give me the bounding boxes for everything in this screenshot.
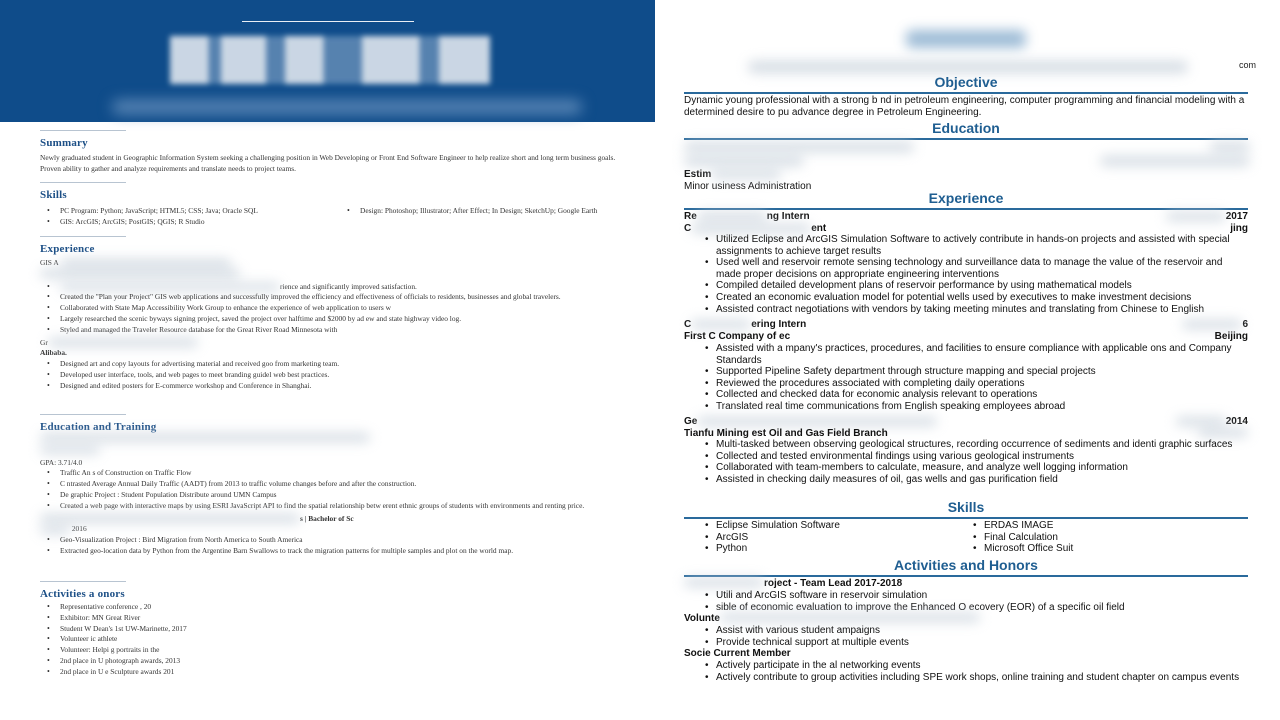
list-item: • Designed and edited posters for E-commerce workshop and Conference in Shanghai.: [40, 381, 630, 392]
section-rule: [40, 182, 126, 183]
project-items: [684, 590, 1250, 613]
job1-duties: [40, 282, 615, 336]
volunteer-items: [684, 625, 1250, 648]
society-header: Socie Current Member: [684, 648, 791, 659]
skills-heading: Skills: [947, 499, 985, 515]
education-section: [40, 414, 630, 557]
skills-section: [40, 182, 610, 228]
list-item: • Microsoft Office Suit: [952, 543, 1220, 555]
list-item: • Utili and ArcGIS software in reservoir simulation: [684, 590, 1250, 602]
list-item: • PC Program: Python; JavaScript; HTML5; CSS; Java; Oracle SQL: [40, 206, 320, 217]
list-item: • Used well and reservoir remote sensing technology and surveillance data to manage the value of the reservoir and made proper decisions on appropriate engineering interventions: [684, 257, 1250, 280]
section-rule: [40, 130, 126, 131]
list-item: • Geo-Visualization Project : Bird Migration from North America to South America: [40, 535, 630, 546]
skills-columns: [684, 520, 1250, 555]
activities-section: [40, 581, 630, 678]
section-rule: [40, 236, 126, 237]
list-item: • Actively participate in the al networking events: [684, 660, 1250, 672]
list-item: • Designed art and copy layouts for advertising material and received goo from marketing team.: [40, 359, 630, 370]
list-item: • Largely researched the scenic byways signing project, saved the project over halftime and $2000 by ad ew and state highway video log.: [40, 314, 615, 325]
list-item: • Collected and tested environmental findings using various geological instruments: [684, 451, 1250, 463]
list-item: • Provide technical support at multiple events: [684, 637, 1250, 649]
redacted-name: [170, 36, 490, 84]
list-item: • Styled and managed the Traveler Resource database for the Great River Road Minnesota with: [40, 325, 615, 336]
list-item: • Student W Dean's 1st UW-Marinette, 2017: [40, 624, 630, 635]
redacted-line: [684, 156, 1250, 170]
estimated-date: Estim: [684, 169, 1250, 181]
job1-header: Re ng Intern 2017: [684, 211, 1248, 222]
list-item: • sible of economic evaluation to improve the Enhanced O ecovery (EOR) of a specific oil field: [684, 602, 1250, 614]
skills-list-1: [40, 206, 320, 228]
redacted-line: [40, 269, 630, 282]
list-item: • Created a web page with interactive maps by using ESRI JavaScript API to find the spatial relationship betw erent ethnic groups of students with environments and renting price.: [40, 501, 630, 512]
job1-duties: [684, 234, 1250, 315]
redacted-line: [40, 446, 630, 458]
project-header: roject - Team Lead 2017-2018: [684, 578, 1248, 590]
list-item: • Assisted with a mpany's practices, procedures, and facilities to ensure compliance with applicable ons and Company Standards: [684, 343, 1250, 366]
experience-heading: Experience: [40, 243, 95, 255]
date: 2016: [40, 524, 630, 535]
education-heading: Education: [932, 120, 1000, 136]
list-item: • Supported Pipeline Safety department through structure mapping and special projects: [684, 366, 1250, 378]
list-item: • Volunteer: Helpi g portraits in the: [40, 645, 630, 656]
list-item: • Translated real time communications from English speaking employees abroad: [684, 401, 1250, 413]
resume-header-banner: [0, 0, 655, 122]
job2-duties: [40, 359, 630, 391]
list-item: • Multi-tasked between observing geological structures, recording occurrence of sediments and identi graphic surfaces: [684, 439, 1250, 451]
section-rule: [684, 517, 1248, 519]
contact-tail: com: [1238, 60, 1256, 70]
activities-heading: Activities a onors: [40, 588, 125, 600]
list-item: • GIS: ArcGIS; ArcGIS; PostGIS; QGIS; R Studio: [40, 217, 320, 228]
list-item: • Collaborated with State Map Accessibility Work Group to enhance the experience of web application to users w: [40, 303, 615, 314]
job2-org: First C Company of ec Beijing: [684, 331, 1248, 342]
section-rule: [684, 575, 1248, 577]
education-projects-2: [40, 535, 630, 557]
job3-header: Ge 2014: [684, 416, 1248, 427]
society-items: [684, 660, 1250, 683]
list-item: • 2nd place in U photograph awards, 2013: [40, 656, 630, 667]
volunteer-header: Volunte: [684, 613, 1248, 625]
objective-text: Dynamic young professional with a strong b nd in petroleum engineering, computer programming and financial modeling with a determined desire to pu advance degree in Petroleum Engineering.: [684, 95, 1245, 118]
job2-header: C ering Intern 6: [684, 319, 1248, 330]
redacted-line: [684, 142, 1250, 156]
list-item: • De graphic Project : Student Population Distribute around UMN Campus: [40, 490, 630, 501]
objective-heading: Objective: [934, 74, 998, 90]
education-heading: Education and Training: [40, 421, 157, 433]
list-item: • ERDAS IMAGE: [952, 520, 1220, 532]
summary-heading: Summary: [40, 137, 88, 149]
education-projects: [40, 468, 630, 511]
list-item: • Python: [684, 543, 952, 555]
section-rule: [684, 92, 1248, 94]
list-item: • Representative conference , 20: [40, 602, 630, 613]
list-item: • 2nd place in U e Sculpture awards 201: [40, 667, 630, 678]
redacted-school: [40, 433, 630, 446]
list-item: • Design: Photoshop; Illustrator; After Effect; In Design; SketchUp; Google Earth: [340, 206, 610, 217]
activities-heading: Activities and Honors: [894, 557, 1038, 573]
summary-section: [40, 130, 620, 175]
degree: s | Bachelor of Sc: [40, 514, 630, 525]
minor: Minor usiness Administration: [684, 180, 812, 192]
redacted-contact: [112, 100, 582, 114]
section-rule: [40, 581, 126, 582]
skills-list-2: [340, 206, 610, 228]
summary-text: Newly graduated student in Geographic Information System seeking a challenging position in Web Developing or Front End Software Engineer to help realize short and long term business goals. Proven ability to gather and analyze requirements and translate needs to project teams.: [40, 153, 616, 173]
skills-heading: Skills: [40, 189, 67, 201]
skills-list-1: [684, 520, 952, 555]
section-rule: [40, 414, 126, 415]
section-rule: [684, 138, 1248, 140]
job2-duties: [684, 343, 1250, 413]
header-divider: [242, 21, 414, 22]
list-item: • Eclipse Simulation Software: [684, 520, 952, 532]
list-item: • Created the "Plan your Project" GIS web applications and successfully improved the efficiency and effectiveness of officials to residents, businesses and global travelers.: [40, 292, 615, 303]
experience-heading: Experience: [928, 190, 1004, 206]
list-item: • Developed user interface, tools, and web pages to meet branding guidel web best practices.: [40, 370, 630, 381]
list-item: • Assisted in checking daily measures of oil, gas wells and gas purification field: [684, 474, 1250, 486]
list-item: • Traffic An s of Construction on Traffic Flow: [40, 468, 630, 479]
list-item: • C ntrasted Average Annual Daily Traffic (AADT) from 2013 to traffic volume changes before and after the construction.: [40, 479, 630, 490]
redacted-name: [906, 30, 1026, 48]
gpa: GPA: 3.71/4.0: [40, 457, 83, 467]
job-title: GIS A: [40, 258, 630, 269]
resume-right: [676, 0, 1280, 720]
list-item: • Compiled detailed development plans of reservoir performance by using mathematical models: [684, 280, 1250, 292]
experience-section: [40, 236, 630, 392]
list-item: • Assisted contract negotiations with vendors by taking meeting minutes and translating from Chinese to English: [684, 304, 1250, 316]
list-item: • Extracted geo-location data by Python from the Argentine Barn Swallows to track the migration patterns for multiple samples and plot on the world map.: [40, 546, 630, 557]
list-item: • Volunteer ic athlete: [40, 634, 630, 645]
list-item: • Reviewed the procedures associated with completing daily operations: [684, 378, 1250, 390]
education-details: [684, 142, 1250, 192]
list-item: • Collected and checked data for economic analysis relevant to operations: [684, 389, 1250, 401]
list-item: • Actively contribute to group activities including SPE work shops, online training and student chapter on campus events: [684, 672, 1250, 684]
contact-line: [748, 60, 1256, 72]
skills-list-2: [952, 520, 1220, 555]
list-item: • Created an economic evaluation model for potential wells used by executives to make investment decisions: [684, 292, 1250, 304]
job3-org: Tianfu Mining est Oil and Gas Field Branch: [684, 428, 1248, 440]
activities-list: [40, 602, 630, 678]
list-item: • Utilized Eclipse and ArcGIS Simulation Software to actively contribute in hands-on projects and assisted with special assignments to achieve target results: [684, 234, 1250, 257]
job3-duties: [684, 439, 1250, 485]
job1-org: C ent jing: [684, 223, 1248, 234]
list-item: • Final Calculation: [952, 532, 1220, 544]
list-item: • Collaborated with team-members to calculate, measure, and analyze well logging information: [684, 462, 1250, 474]
list-item: • rience and significantly improved satisfaction.: [40, 282, 615, 293]
company: Alibaba.: [40, 348, 67, 358]
job-title: Gr: [40, 338, 630, 349]
list-item: • ArcGIS: [684, 532, 952, 544]
list-item: • Exhibitor: MN Great River: [40, 613, 630, 624]
list-item: • Assist with various student ampaigns: [684, 625, 1250, 637]
section-rule: [684, 208, 1248, 210]
